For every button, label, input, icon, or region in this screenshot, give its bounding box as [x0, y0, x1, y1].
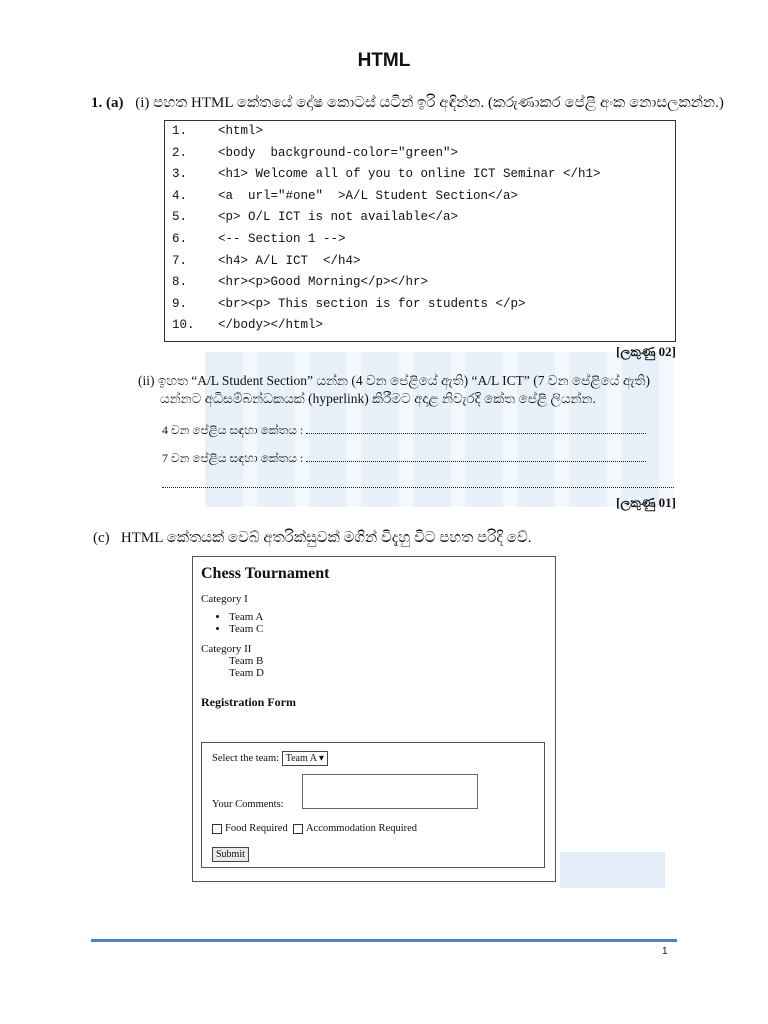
list-item: Team B: [229, 655, 264, 667]
line-number: 10.: [172, 318, 195, 333]
code-listing: [164, 120, 676, 342]
list-item: • Team A: [229, 611, 329, 623]
comments-textarea[interactable]: [302, 774, 478, 809]
registration-fieldset: [201, 742, 545, 868]
instruction-line: ඉහත “A/L Student Section” යන්න (4 වන පේළියේ ඇති) “A/L ICT” (7 වන පේළියේ ඇති): [157, 373, 650, 388]
page-number: 1: [662, 946, 668, 957]
checkbox-label: Accommodation Required: [305, 823, 418, 834]
sub-question-label: (ii): [138, 373, 155, 388]
list-item: Team D: [229, 667, 264, 679]
question-1a-heading: [91, 94, 724, 112]
code-line: [165, 251, 675, 273]
answer-dotted-line[interactable]: [162, 476, 674, 488]
footer-divider: [91, 939, 677, 942]
marks-label: [ලකුණු 02]: [616, 344, 676, 359]
question-instruction: HTML කේතයක් වෙබ් අතරික්සුවක් මගින් විදැහු විට පහත පරිදි වේ.: [120, 530, 532, 546]
line-number: 5.: [172, 210, 188, 225]
document-title: HTML: [357, 50, 411, 71]
line-number: 8.: [172, 275, 188, 290]
unordered-list: [201, 611, 329, 635]
code-text: <body background-color="green">: [218, 145, 459, 160]
checkbox-label: Food Required: [225, 823, 288, 834]
definition-list: [201, 643, 329, 679]
line-number: 6.: [172, 231, 188, 246]
code-line: [165, 315, 675, 337]
watermark-fragment: [560, 852, 665, 888]
answer-label: 7 වන පේළිය සඳහා කේතය :: [162, 451, 304, 465]
answer-label: 4 වන පේළිය සඳහා කේතය :: [162, 423, 304, 437]
category-label: Category I: [201, 593, 248, 605]
submit-row: [212, 847, 249, 862]
code-text: <-- Section 1 -->: [218, 231, 346, 246]
food-checkbox[interactable]: [212, 824, 222, 834]
team-select[interactable]: Team A ▾: [282, 751, 328, 766]
question-1a-ii: [138, 372, 683, 408]
line-number: 7.: [172, 253, 188, 268]
answer-line-4[interactable]: [162, 422, 646, 438]
comments-label: Your Comments:: [212, 799, 284, 810]
code-line: [165, 164, 675, 186]
answer-dotted-line[interactable]: [306, 450, 646, 462]
submit-button[interactable]: Submit: [212, 847, 249, 862]
code-text: <h4> A/L ICT </h4>: [218, 253, 361, 268]
code-line: [165, 272, 675, 294]
question-c-heading: [93, 529, 532, 547]
rendered-heading: Chess Tournament: [201, 565, 330, 582]
code-text: <h1> Welcome all of you to online ICT Seminar </h1>: [218, 167, 601, 182]
answer-line-extra[interactable]: [162, 476, 674, 492]
line-number: 1.: [172, 124, 188, 138]
select-label: Select the team:: [212, 752, 280, 764]
code-text: <br><p> This section is for students </p>: [218, 296, 526, 311]
code-line: [165, 207, 675, 229]
question-instruction: පහත HTML කේතයේ දෝෂ කොටස් යටින් ඉරි අඳින්න. (කරුණාකර පේළි අංක නොසලකන්න.): [153, 95, 724, 111]
checkbox-row: [212, 823, 417, 834]
line-number: 9.: [172, 296, 188, 311]
form-heading: Registration Form: [201, 695, 296, 709]
code-text: <a url="#one" >A/L Student Section</a>: [218, 188, 519, 203]
category-label: Category II: [201, 643, 252, 655]
marks-label: [ලකුණු 01]: [616, 495, 676, 510]
instruction-line: යන්නට අධිසම්බන්ධකයක් (hyperlink) කිරීමට අදාළ නිවැරදි කේත පේළි ලියන්න.: [160, 391, 596, 406]
code-text: <p> O/L ICT is not available</a>: [218, 210, 459, 225]
code-line: [165, 229, 675, 251]
select-row: [212, 751, 328, 766]
answer-dotted-line[interactable]: [306, 422, 646, 434]
question-number: 1. (a): [91, 95, 124, 111]
line-number: 4.: [172, 188, 188, 203]
sub-question-label: (i): [135, 95, 150, 111]
code-line: [165, 121, 675, 143]
code-text: <hr><p>Good Morning</p></hr>: [218, 275, 429, 290]
accommodation-checkbox[interactable]: [293, 824, 303, 834]
list-item: • Team C: [229, 623, 329, 635]
code-line: [165, 294, 675, 316]
code-text: <html>: [218, 124, 264, 138]
browser-render-screenshot: [192, 556, 556, 882]
line-number: 2.: [172, 145, 188, 160]
line-number: 3.: [172, 167, 188, 182]
sub-question-label: (c): [93, 530, 110, 546]
code-line: [165, 186, 675, 208]
answer-line-7[interactable]: [162, 450, 646, 466]
code-line: [165, 143, 675, 165]
code-text: </body></html>: [218, 318, 324, 333]
